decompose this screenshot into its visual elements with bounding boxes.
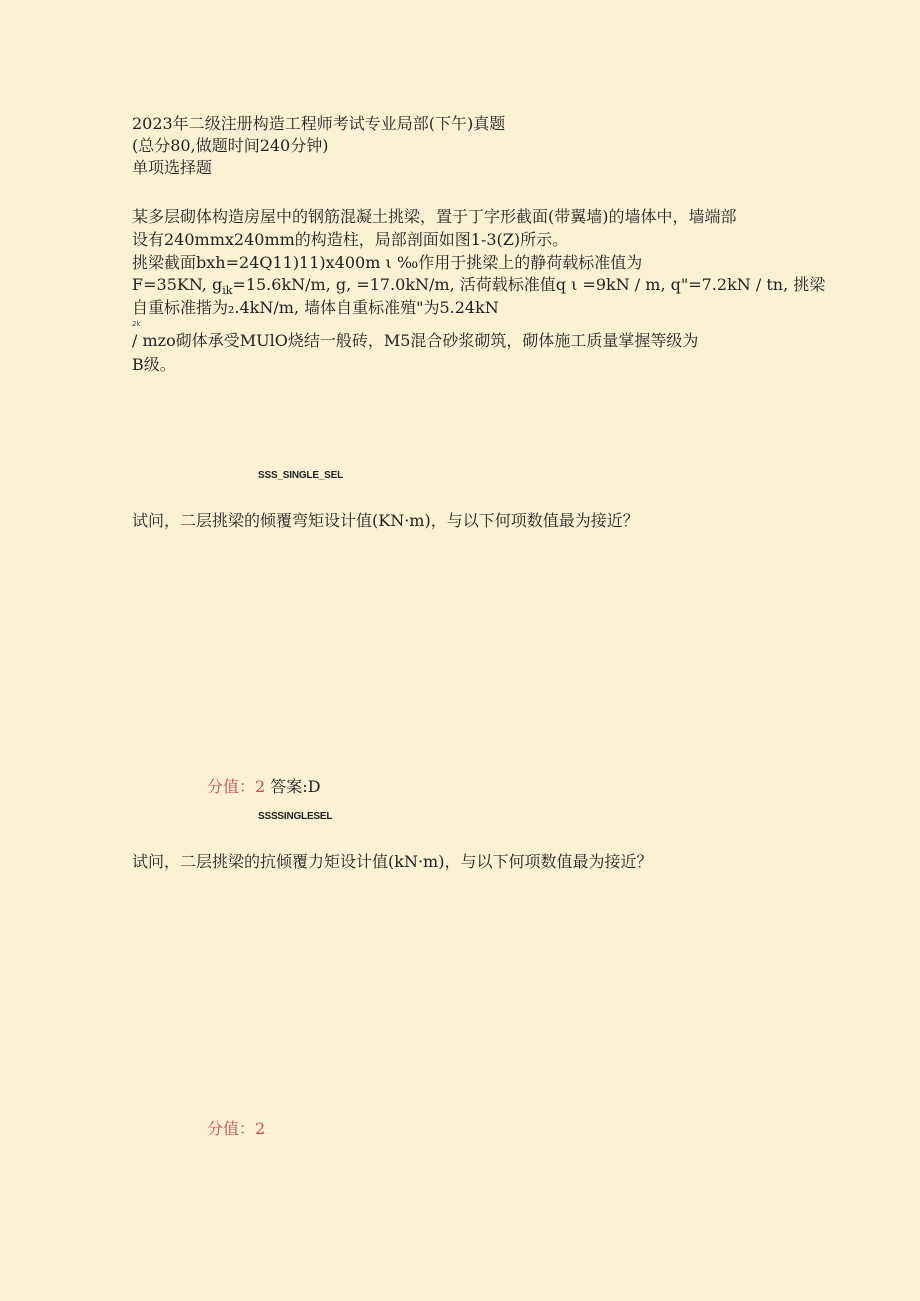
score-value: 2 <box>255 777 266 796</box>
stem-line-7: B级。 <box>132 355 176 374</box>
stem-footnote: 2k <box>132 320 141 328</box>
score-row <box>207 1118 265 1140</box>
answer-text: 答案:D <box>270 777 321 796</box>
stem-line-3: 挑梁截面bxh=24Q11)11)x400m ι ‰作用于挑梁上的静荷载标准值为 <box>132 253 643 272</box>
question-type-marker: SSSSINGLESEL <box>258 811 333 822</box>
section-heading: 单项选择题 <box>132 158 213 177</box>
score-value: 2 <box>255 1119 266 1138</box>
stem-line-4-a: F=35KN, g <box>132 275 223 294</box>
stem-line-5: 自重标准揩为₂.4kN/m, 墙体自重标准殖"为5.24kN <box>132 298 499 317</box>
stem-line-1: 某多层砌体构造房屋中的钢筋混凝土挑梁，置于丁字形截面(带翼墙)的墙体中，墙端部 <box>132 207 737 226</box>
stem-line-4-b: =15.6kN/m, g, =17.0kN/m, 活荷载标准值q ι =9kN / m, q"=7.2kN / tn, 挑梁 <box>232 275 826 294</box>
stem-line-6: / mzo砌体承受MUlO烧结一般砖，M5混合砂浆砌筑，砌体施工质量掌握等级为 <box>132 331 699 350</box>
score-label: 分值： <box>207 1119 256 1138</box>
stem-line-2: 设有240mmx240mm的构造柱，局部剖面如图1-3(Z)所示。 <box>132 230 569 249</box>
score-row <box>207 776 321 798</box>
exam-meta: (总分80,做题时间240分钟) <box>132 136 329 155</box>
score-label: 分值： <box>207 777 256 796</box>
stem-line-4-subscript: ik <box>222 284 233 298</box>
question-type-marker: SSS_SINGLE_SEL <box>258 470 344 481</box>
question-text: 试问，二层挑梁的抗倾覆力矩设计值(kN·m)，与以下何项数值最为接近？ <box>132 852 653 871</box>
stem-line-4 <box>132 274 825 296</box>
question-text: 试问，二层挑梁的倾覆弯矩设计值(KN·m)，与以下何项数值最为接近？ <box>132 511 639 530</box>
exam-title: 2023年二级注册构造工程师考试专业局部(下午)真题 <box>132 114 506 133</box>
